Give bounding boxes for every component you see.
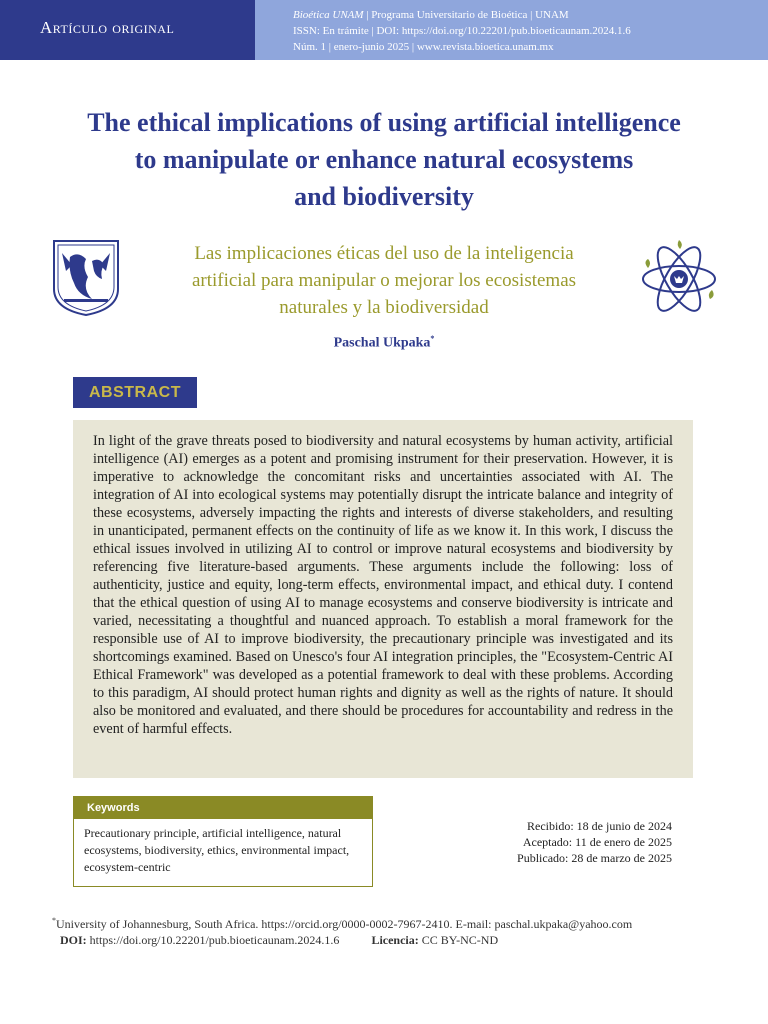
date-published: Publicado: 28 de marzo de 2025 — [517, 851, 672, 865]
journal-banner — [255, 0, 768, 60]
keywords-box — [73, 796, 373, 887]
doi-label: DOI: — [60, 933, 87, 947]
author-mark: * — [430, 334, 435, 343]
doi-value[interactable]: https://doi.org/10.22201/pub.bioeticaunam.2024.1.6 — [89, 933, 340, 947]
doi-license-line — [60, 933, 498, 948]
keywords-label: Keywords — [74, 797, 372, 819]
title-line-3: and biodiversity — [294, 182, 474, 211]
license-value: CC BY-NC-ND — [421, 933, 499, 947]
subtitle-line-3: naturales y la biodiversidad — [279, 297, 489, 318]
article-subtitle — [140, 240, 628, 321]
title-line-2: to manipulate or enhance natural ecosystems — [134, 145, 634, 174]
subtitle-line-2: artificial para manipular o mejorar los ecosistemas — [191, 270, 577, 291]
abstract-text: In light of the grave threats posed to biodiversity and natural ecosystems by human activity, artificial intelligence (AI) emerges as a potent and promising instrument for their preservation. However, it is imperative to acknowledge the concomitant risks and uncertainties associated with AI. The integration of AI into ecological systems may potentially disrupt the intricate balance and integrity of these ecosystems, adversely impacting the rights and interests of diverse stakeholders, and resulting in unanticipated, permanent effects on the continuity of life as we know it. In this work, I discuss the ethical issues involved in utilizing AI to control or improve natural ecosystems and biodiversity by referencing five literature-based arguments. These arguments include the following: loss of authenticity, justice and equity, long-term effects, environmental impact, and ethical duty. I contend that the ethical question of using AI to manage ecosystems and conserve biodiversity is intricate and varied, necessitating a thoughtful and nuanced approach. To establish a moral framework for the responsible use of AI to improve biodiversity, the precautionary principle was investigated and its shortcomings examined. Based on Unesco's four AI integration principles, the "Ecosystem-Centric AI Ethical Framework" was developed as a potential framework to deal with these problems. According to this paradigm, AI should protect human rights and dignity as well as the rights of nature. It should also be monitored and evaluated, and there should be procedures for accountability and redress in the event of harmful effects. — [93, 433, 673, 737]
article-title — [60, 104, 708, 215]
journal-line-2[interactable]: ISSN: En trámite | DOI: https://doi.org/10.22201/pub.bioeticaunam.2024.1.6 — [293, 25, 631, 37]
publication-dates — [470, 818, 672, 866]
journal-line-3[interactable]: Núm. 1 | enero-junio 2025 | www.revista.bioetica.unam.mx — [293, 41, 554, 53]
author-name — [260, 334, 508, 352]
keywords-text: Precautionary principle, artificial intelligence, natural ecosystems, biodiversity, ethics, environmental impact, ecosystem-centric — [84, 826, 350, 874]
abstract-label: ABSTRACT — [73, 377, 197, 408]
atom-logo-icon — [640, 238, 718, 320]
journal-name: Bioética UNAM — [293, 9, 364, 21]
footnote-mark: * — [52, 916, 56, 925]
date-received: Recibido: 18 de junio de 2024 — [527, 819, 672, 833]
affiliation-text: University of Johannesburg, South Africa. https://orcid.org/0000-0002-7967-2410. E-mail: paschal.ukpaka@yahoo.com — [56, 917, 633, 931]
unam-seal-icon — [48, 237, 124, 317]
journal-publisher: | Programa Universitario de Bioética | UNAM — [363, 9, 569, 21]
journal-line-1 — [293, 9, 569, 21]
section-banner — [0, 0, 255, 60]
section-label: Artículo original — [40, 18, 175, 37]
date-accepted: Aceptado: 11 de enero de 2025 — [522, 835, 672, 849]
abstract-box — [73, 420, 693, 778]
subtitle-line-1: Las implicaciones éticas del uso de la inteligencia — [194, 243, 574, 264]
affiliation-footnote — [52, 916, 632, 932]
license-label: Licencia: — [371, 933, 419, 947]
author-name-text: Paschal Ukpaka — [333, 335, 431, 351]
title-line-1: The ethical implications of using artificial intelligence — [87, 108, 681, 137]
